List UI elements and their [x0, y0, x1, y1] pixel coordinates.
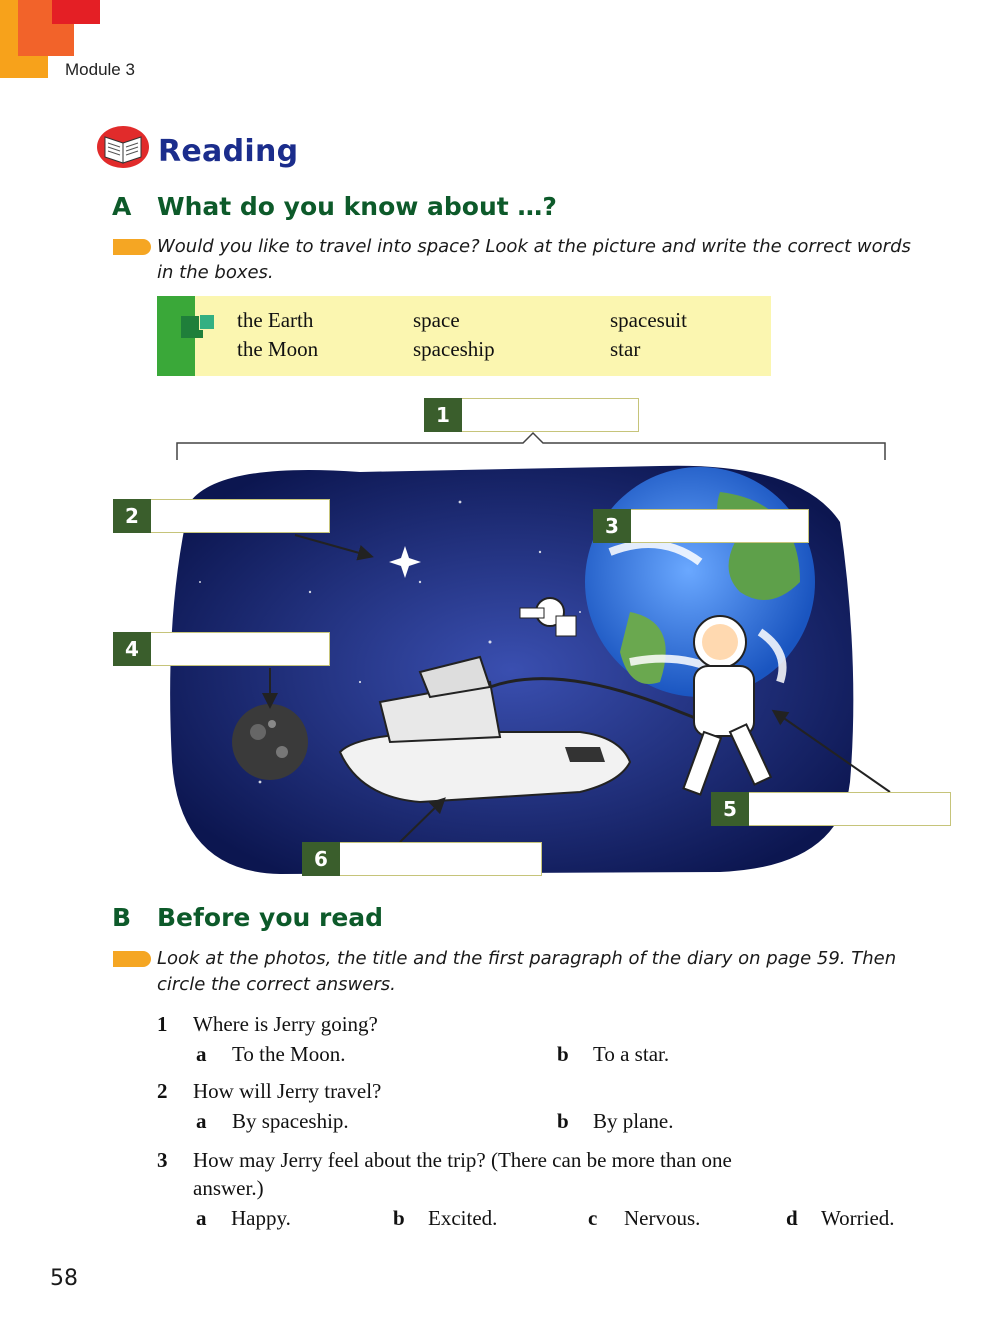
answer-box-5[interactable]: 5: [711, 792, 951, 826]
answer-field[interactable]: [462, 398, 639, 432]
moon-graphic: [232, 704, 308, 780]
section-b-instruction: Look at the photos, the title and the first paragraph of the diary on page 59. Then circle the correct answers.: [157, 948, 897, 995]
instruction-marker: [113, 239, 151, 255]
option-text[interactable]: To the Moon.: [232, 1042, 346, 1066]
option-text[interactable]: By plane.: [593, 1109, 674, 1133]
question-text: Where is Jerry going?: [193, 1012, 378, 1036]
option-text[interactable]: Excited.: [428, 1206, 498, 1230]
section-b-letter: B: [112, 903, 132, 932]
section-a-title: What do you know about …?: [157, 192, 557, 221]
answer-field[interactable]: [151, 499, 330, 533]
option-letter[interactable]: a: [196, 1109, 207, 1133]
word-bank-item: spaceship: [413, 337, 495, 361]
option-letter[interactable]: d: [786, 1206, 798, 1230]
page-number: 58: [50, 1266, 78, 1291]
instruction-marker: [113, 951, 151, 967]
answer-box-6[interactable]: 6: [302, 842, 542, 876]
option-text[interactable]: By spaceship.: [232, 1109, 349, 1133]
answer-field[interactable]: [749, 792, 951, 826]
answer-field[interactable]: [151, 632, 330, 666]
question-text: How will Jerry travel?: [193, 1079, 382, 1103]
option-text[interactable]: Nervous.: [624, 1206, 701, 1230]
section-b-title: Before you read: [157, 903, 384, 932]
module-label: Module 3: [65, 60, 135, 79]
option-text[interactable]: Worried.: [821, 1206, 895, 1230]
question-number: 2: [157, 1079, 168, 1103]
word-bank: [157, 296, 771, 376]
option-text[interactable]: Happy.: [231, 1206, 291, 1230]
word-bank-item: the Earth: [237, 308, 314, 332]
word-bank-item: star: [610, 337, 641, 361]
word-bank-item: the Moon: [237, 337, 319, 361]
option-letter[interactable]: b: [393, 1206, 405, 1230]
option-text[interactable]: To a star.: [593, 1042, 670, 1066]
section-a-instruction: Would you like to travel into space? Look at the picture and write the correct words in the boxes.: [157, 236, 911, 283]
answer-field[interactable]: [631, 509, 809, 543]
option-letter[interactable]: a: [196, 1206, 207, 1230]
answer-field[interactable]: [340, 842, 542, 876]
option-letter[interactable]: b: [557, 1042, 569, 1066]
option-letter[interactable]: a: [196, 1042, 207, 1066]
answer-box-2[interactable]: 2: [113, 499, 330, 533]
answer-box-3[interactable]: 3: [593, 509, 809, 543]
section-title: Reading: [158, 134, 299, 169]
question-number: 3: [157, 1148, 168, 1172]
option-letter[interactable]: c: [588, 1206, 598, 1230]
corner-decoration: [52, 0, 100, 24]
book-icon: [96, 123, 150, 169]
section-a-letter: A: [112, 192, 132, 221]
bracket-line: [175, 430, 889, 462]
answer-box-1[interactable]: 1: [424, 398, 639, 432]
question-text: answer.): [193, 1176, 264, 1200]
word-bank-item: space: [413, 308, 460, 332]
question-number: 1: [157, 1012, 168, 1036]
answer-box-4[interactable]: 4: [113, 632, 330, 666]
question-text: How may Jerry feel about the trip? (There can be more than one: [193, 1148, 732, 1172]
option-letter[interactable]: b: [557, 1109, 569, 1133]
word-bank-item: spacesuit: [610, 308, 687, 332]
